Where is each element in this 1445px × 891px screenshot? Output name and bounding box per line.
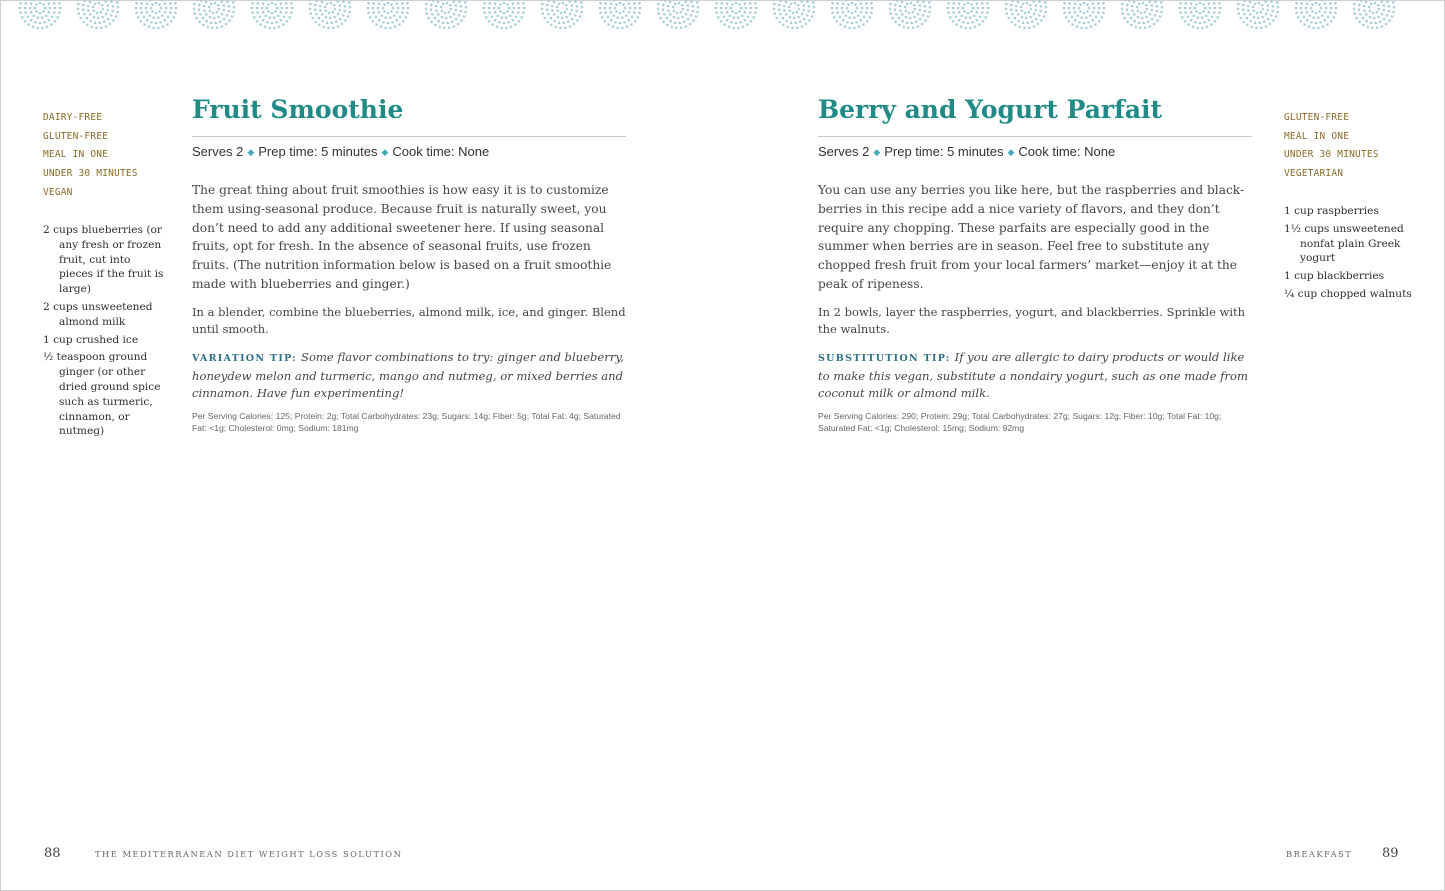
fruit-smoothie-recipe — [192, 94, 626, 434]
prep-time: Prep time: 5 minutes — [258, 144, 378, 159]
diet-tag: UNDER 30 MINUTES — [43, 168, 138, 180]
recipe-title: Fruit Smoothie — [192, 95, 404, 124]
page-number: 88 — [44, 846, 61, 861]
diet-tag: MEAL IN ONE — [1284, 130, 1350, 142]
right-ingredients-list — [1284, 204, 1414, 305]
ingredient-item: 1 cup crushed ice — [43, 333, 139, 346]
bullet-icon: ◆ — [873, 147, 881, 157]
diet-tag: VEGAN — [43, 186, 73, 198]
tip-text: Some flavor combinations to try: ginger and blueberry, honeydew melon and turmeric, mango and nutmeg, or mixed berries and cinnamon. Have fun experimenting! — [192, 349, 625, 401]
diet-tag: GLUTEN-FREE — [1284, 112, 1350, 123]
tip-label: SUBSTITUTION TIP: — [818, 352, 951, 364]
prep-time: Prep time: 5 minutes — [884, 144, 1004, 159]
recipe-meta — [818, 144, 1252, 159]
running-head: THE MEDITERRANEAN DIET WEIGHT LOSS SOLUTION — [95, 849, 403, 859]
recipe-method: In a blender, combine the blueberries, almond milk, ice, and ginger. Blend until smooth. — [192, 304, 626, 337]
ingredient-item: 2 cups unsweetened almond milk — [43, 300, 153, 328]
page-number: 89 — [1382, 846, 1399, 861]
diet-tag: DAIRY-FREE — [43, 112, 103, 123]
nutrition-info: Per Serving Calories: 290; Protein: 29g; Total Carbohydrates: 27g; Sugars: 12g; Fiber: 10g; Total Fat: 10g; Saturated Fat: <1g; Cholesterol: 15mg; Sodium: 92mg — [818, 410, 1222, 433]
recipe-meta — [192, 144, 626, 159]
title-rule — [818, 136, 1252, 137]
diet-tag: MEAL IN ONE — [43, 149, 109, 161]
left-ingredients-list — [43, 223, 167, 442]
serves: Serves 2 — [818, 144, 870, 159]
recipe-intro: You can use any berries you like here, but the raspberries and black-berries in this recipe add a nice variety of flavors, and they don’t require any chopping. These parfaits are especially good in the summer when berries are in season. Feel free to substitute any chopped fresh fruit from your local farmers’ market—enjoy it at the peak of ripeness. — [818, 183, 1245, 291]
right-page — [722, 0, 1445, 891]
recipe-tip — [192, 349, 626, 403]
right-diet-tags — [1284, 109, 1379, 184]
title-rule — [192, 136, 626, 137]
cook-time: Cook time: None — [392, 144, 490, 159]
ingredient-item: ¼ cup chopped walnuts — [1284, 287, 1412, 300]
diet-tag: VEGETARIAN — [1284, 168, 1344, 180]
ingredient-item: ½ teaspoon ground ginger (or other dried ground spice such as turmeric, cinnamon, or nutmeg) — [43, 351, 161, 438]
serves: Serves 2 — [192, 144, 244, 159]
bullet-icon: ◆ — [247, 147, 255, 157]
running-head: BREAKFAST — [1286, 849, 1353, 859]
ingredient-item: 2 cups blueberries (or any fresh or frozen fruit, cut into pieces if the fruit is large) — [43, 224, 164, 296]
nutrition-info: Per Serving Calories: 125; Protein: 2g; Total Carbohydrates: 23g; Sugars: 14g; Fiber: 5g; Total Fat: 4g; Saturated Fat: <1g; Cholesterol: 0mg; Sodium: 181mg — [192, 410, 621, 433]
bullet-icon: ◆ — [1007, 147, 1015, 157]
berry-parfait-recipe — [818, 94, 1252, 434]
left-page — [0, 0, 722, 891]
diet-tag: UNDER 30 MINUTES — [1284, 149, 1379, 161]
recipe-intro: The great thing about fruit smoothies is how easy it is to customize them using-seasonal produce. Because fruit is naturally sweet, you don’t need to add any additional sweetener here. If using seasonal fruits, opt for fresh. In the absence of seasonal fruits, use frozen fruits. (The nutrition information below is based on a fruit smoothie made with blueberries and ginger.) — [192, 183, 612, 291]
recipe-method: In 2 bowls, layer the raspberries, yogurt, and blackberries. Sprinkle with the walnuts. — [818, 304, 1246, 337]
tip-text: If you are allergic to dairy products or would like to make this vegan, substitute a nondairy yogurt, such as one made from coconut milk or almond milk. — [818, 349, 1248, 401]
bullet-icon: ◆ — [381, 147, 389, 157]
recipe-tip — [818, 349, 1252, 403]
ingredient-item: 1 cup blackberries — [1284, 270, 1385, 283]
cook-time: Cook time: None — [1018, 144, 1116, 159]
left-diet-tags — [43, 109, 138, 203]
diet-tag: GLUTEN-FREE — [43, 130, 109, 142]
tip-label: VARIATION TIP: — [192, 352, 297, 364]
recipe-title: Berry and Yogurt Parfait — [818, 95, 1163, 124]
ingredient-item: 1 cup raspberries — [1284, 205, 1379, 217]
ingredient-item: 1½ cups unsweetened nonfat plain Greek yogurt — [1284, 222, 1404, 265]
